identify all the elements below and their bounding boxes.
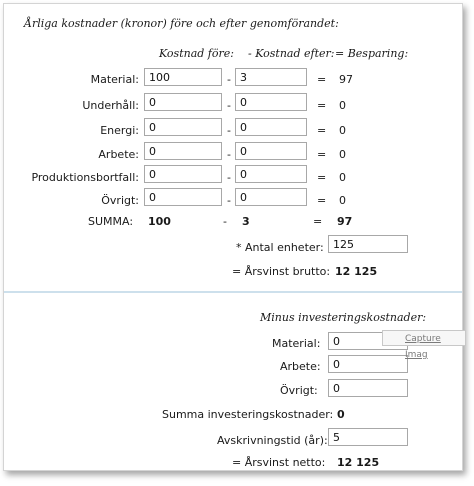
depreciation-input[interactable] <box>328 428 408 446</box>
equals-sign: = <box>317 148 327 161</box>
cost-after-input[interactable] <box>235 188 307 206</box>
cost-before-input[interactable] <box>144 68 222 86</box>
equals-sign: = <box>317 99 327 112</box>
savings-value: 0 <box>339 148 346 161</box>
calculator-panel <box>3 3 463 471</box>
invest-arbete-label: Arbete: <box>280 360 321 373</box>
equals-sign: = <box>317 73 327 86</box>
capture-image-tooltip[interactable]: Capture Imag <box>382 330 466 346</box>
row-label: Underhåll: <box>82 99 139 112</box>
cost-before-input[interactable] <box>144 93 222 111</box>
units-input[interactable] <box>328 235 408 253</box>
minus-sign: - <box>227 148 231 161</box>
minus-sign: - <box>227 194 231 207</box>
header-after: - Kostnad efter: <box>248 47 335 60</box>
summa-after: 3 <box>242 215 250 228</box>
savings-value: 0 <box>339 194 346 207</box>
invest-ovrigt-label: Övrigt: <box>280 384 318 397</box>
cost-before-input[interactable] <box>144 188 222 206</box>
minus-sign: - <box>227 73 231 86</box>
savings-value: 0 <box>339 99 346 112</box>
cost-after-input[interactable] <box>235 142 307 160</box>
minus-sign: - <box>227 99 231 112</box>
cost-after-input[interactable] <box>235 165 307 183</box>
row-label: Material: <box>90 73 139 86</box>
summa-savings: 97 <box>337 215 353 228</box>
cost-after-input[interactable] <box>235 68 307 86</box>
minus-sign: - <box>227 171 231 184</box>
depreciation-label: Avskrivningstid (år): <box>217 434 328 447</box>
equals-sign: = <box>317 171 327 184</box>
row-label: Övrigt: <box>101 194 139 207</box>
header-savings: = Besparing: <box>335 47 409 60</box>
equals-sign: = <box>317 194 327 207</box>
header-before: Kostnad före: <box>159 47 234 60</box>
savings-value: 97 <box>339 73 353 86</box>
units-label: * Antal enheter: <box>236 241 324 254</box>
minus-sign: - <box>227 124 231 137</box>
equals-sign: = <box>317 124 327 137</box>
summa-label: SUMMA: <box>88 215 134 228</box>
net-label: = Årsvinst netto: <box>232 456 326 469</box>
invest-summa-value: 0 <box>337 408 345 421</box>
section-divider <box>4 291 463 293</box>
row-label: Energi: <box>100 124 139 137</box>
invest-material-label: Material: <box>272 337 321 350</box>
invest-ovrigt-input[interactable] <box>328 379 408 397</box>
cost-before-input[interactable] <box>144 142 222 160</box>
investment-title: Minus investeringskostnader: <box>260 311 427 324</box>
cost-before-input[interactable] <box>144 118 222 136</box>
invest-arbete-input[interactable] <box>328 355 408 373</box>
row-label: Produktionsbortfall: <box>31 171 139 184</box>
section-title: Årliga kostnader (kronor) före och efter genomförandet: <box>24 17 339 30</box>
cost-after-input[interactable] <box>235 93 307 111</box>
cost-after-input[interactable] <box>235 118 307 136</box>
savings-value: 0 <box>339 171 346 184</box>
gross-label: = Årsvinst brutto: <box>232 265 331 278</box>
summa-before: 100 <box>148 215 171 228</box>
gross-value: 12 125 <box>335 265 378 278</box>
invest-summa-label: Summa investeringskostnader: <box>162 408 334 421</box>
row-label: Arbete: <box>98 148 139 161</box>
equals-sign: = <box>313 215 323 228</box>
savings-value: 0 <box>339 124 346 137</box>
minus-sign: - <box>223 215 227 228</box>
net-value: 12 125 <box>337 456 380 469</box>
cost-before-input[interactable] <box>144 165 222 183</box>
